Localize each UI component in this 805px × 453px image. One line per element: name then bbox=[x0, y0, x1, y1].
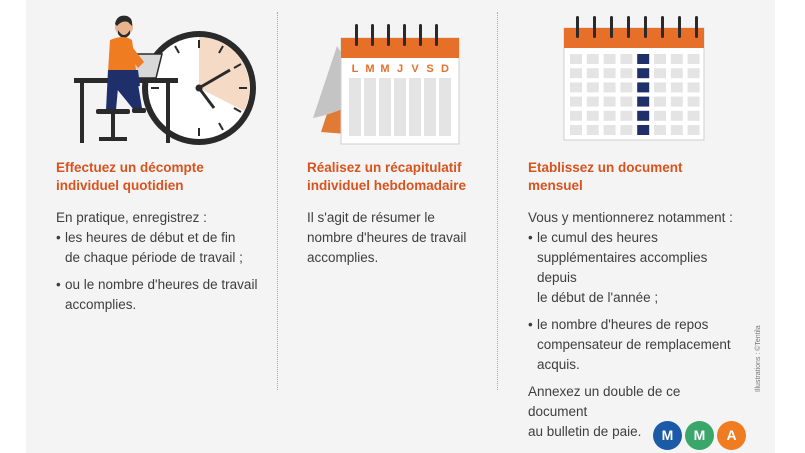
weekday-label: L bbox=[351, 63, 359, 75]
calendar-day-cell bbox=[620, 68, 632, 78]
section-title: Etablissez un document mensuel bbox=[528, 160, 683, 193]
weekday-label: J bbox=[396, 63, 404, 75]
calendar-day-cell bbox=[587, 82, 599, 92]
section-body: Il s'agit de résumer le nombre d'heures de travail accomplies. bbox=[307, 210, 467, 265]
column-divider bbox=[497, 12, 498, 390]
calendar-day-cell bbox=[570, 82, 582, 92]
calendar-day-cell bbox=[637, 97, 649, 107]
calendar-day-cell bbox=[654, 125, 666, 135]
calendar-day-cell bbox=[570, 111, 582, 121]
calendar-day-cell bbox=[570, 125, 582, 135]
calendar-day-cell bbox=[620, 82, 632, 92]
weekday-label: M bbox=[380, 63, 390, 75]
calendar-day-cell bbox=[570, 97, 582, 107]
calendar-day-cell bbox=[671, 97, 683, 107]
calendar-day-cell bbox=[587, 54, 599, 64]
calendar-day-cell bbox=[620, 125, 632, 135]
calendar-day-cell bbox=[671, 54, 683, 64]
calendar-day-cell bbox=[637, 54, 649, 64]
calendar-day-cell bbox=[688, 68, 700, 78]
calendar-day-cell bbox=[688, 125, 700, 135]
calendar-day-cell bbox=[688, 54, 700, 64]
logo-circle-blue: M bbox=[653, 421, 682, 450]
calendar-day-cell bbox=[688, 111, 700, 121]
section-body bbox=[56, 208, 271, 315]
calendar-day-cell bbox=[587, 111, 599, 121]
calendar-day-cell bbox=[671, 68, 683, 78]
calendar-day-cell bbox=[604, 125, 616, 135]
calendar-day-cell bbox=[637, 82, 649, 92]
weekday-label: D bbox=[441, 63, 449, 75]
calendar-day-cell bbox=[570, 54, 582, 64]
logo-circle-green: M bbox=[685, 421, 714, 450]
calendar-day-cell bbox=[671, 125, 683, 135]
calendar-day-cell bbox=[587, 68, 599, 78]
list-item: • le cumul des heures supplémentaires accomplies depuis le début de l'année ; bbox=[528, 230, 708, 305]
section-title: Réalisez un récapitulatif individuel hebdomadaire bbox=[307, 160, 467, 193]
intro-text: Vous y mentionnerez notamment : bbox=[528, 210, 733, 225]
calendar-day-cell bbox=[604, 111, 616, 121]
list-item: • les heures de début et de fin de chaque période de travail ; bbox=[56, 230, 243, 265]
calendar-day-cell bbox=[654, 97, 666, 107]
intro-text: En pratique, enregistrez : bbox=[56, 210, 207, 225]
illustration-credit: Illustrations : ©Tentila bbox=[755, 325, 762, 392]
logo-circle-orange: A bbox=[717, 421, 746, 450]
calendar-day-cell bbox=[688, 97, 700, 107]
calendar-day-cell bbox=[570, 68, 582, 78]
calendar-day-cell bbox=[688, 82, 700, 92]
calendar-day-cell bbox=[654, 54, 666, 64]
calendar-day-cell bbox=[671, 82, 683, 92]
weekly-calendar-icon bbox=[313, 10, 463, 145]
calendar-day-cell bbox=[654, 111, 666, 121]
calendar-day-cell bbox=[637, 125, 649, 135]
calendar-day-cell bbox=[604, 54, 616, 64]
calendar-day-cell bbox=[620, 54, 632, 64]
calendar-day-cell bbox=[620, 97, 632, 107]
calendar-day-cell bbox=[654, 68, 666, 78]
calendar-day-cell bbox=[637, 68, 649, 78]
calendar-day-cell bbox=[620, 111, 632, 121]
calendar-day-cell bbox=[637, 111, 649, 121]
calendar-day-cell bbox=[587, 97, 599, 107]
section-body: Vous y mentionnerez notamment : • le cumul des heures supplémentaires accomplies depuis le début de l'année ; • le nombre d'heures de repos compensateur de remplacement acquis. Annexez un double de ce document au bulletin de paie. bbox=[528, 208, 743, 442]
calendar-day-cell bbox=[587, 125, 599, 135]
calendar-day-cell bbox=[604, 82, 616, 92]
list-item: • ou le nombre d'heures de travail accomplies. bbox=[56, 277, 258, 312]
weekday-label: M bbox=[365, 63, 375, 75]
calendar-day-cell bbox=[654, 82, 666, 92]
column-divider bbox=[277, 12, 278, 390]
weekday-label: V bbox=[411, 63, 419, 75]
calendar-day-cell bbox=[671, 111, 683, 121]
list-item: • le nombre d'heures de repos compensateur de remplacement acquis. bbox=[528, 317, 731, 372]
weekday-label: S bbox=[426, 63, 434, 75]
calendar-day-cell bbox=[604, 97, 616, 107]
section-title: Effectuez un décompte individuel quotidien bbox=[56, 160, 204, 193]
calendar-day-cell bbox=[604, 68, 616, 78]
monthly-calendar-icon bbox=[562, 10, 712, 145]
person-at-desk-with-clock-icon bbox=[72, 10, 262, 145]
